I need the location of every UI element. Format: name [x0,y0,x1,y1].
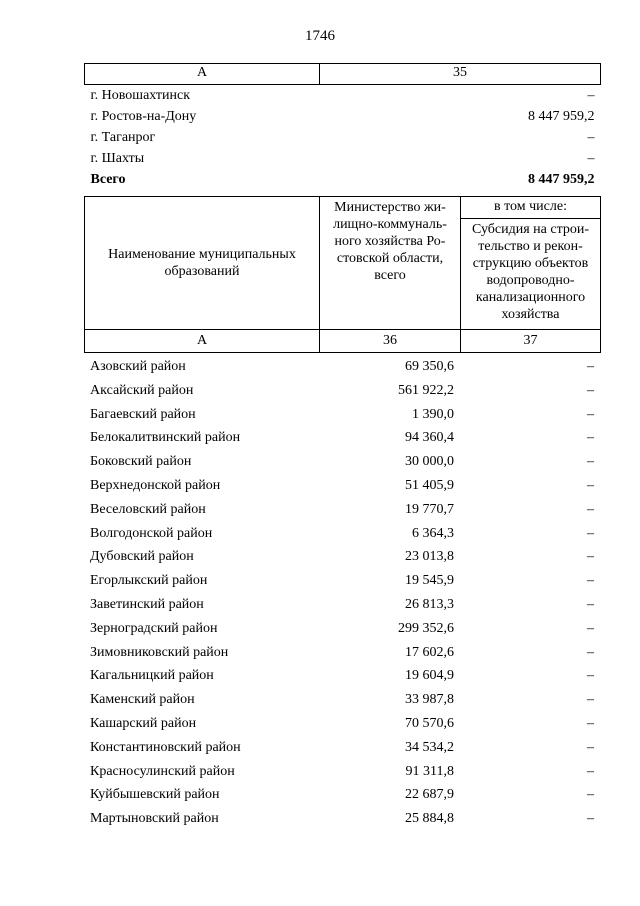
table-row [84,545,600,569]
table-row [84,569,600,593]
subsidy-value: – [587,573,594,589]
ministry-total-value: 19 545,9 [405,573,454,589]
municipality-name: Егорлыкский район [90,573,208,589]
subsidy-value: – [587,596,594,612]
municipality-name: Зерноградский район [90,620,218,636]
municipality-name: Багаевский район [90,406,196,422]
municipality-name: Заветинский район [90,596,204,612]
total-value: 8 447 959,2 [528,172,595,187]
table-row [85,127,601,148]
subsidy-value: – [587,525,594,541]
subsidy-value: – [587,763,594,779]
table-row [84,522,600,546]
table-row [84,664,600,688]
subsidy-value: – [587,359,594,374]
column-code-35: 35 [320,64,601,85]
column-code-a: А [85,330,320,353]
table-row [84,474,600,498]
ministry-total-value: 299 352,6 [398,620,454,636]
ministry-total-value: 22 687,9 [405,787,454,803]
table-row [84,736,600,760]
header-subsidy: Субсидия на строи-тельство и рекон-струкцию объектов водопроводно-канализационного хозяйства [461,219,601,330]
subsidy-value: – [587,454,594,470]
header-municipality-name: Наименование муниципальных образований [85,197,320,330]
subsidy-value: – [587,406,594,422]
table-row [84,783,600,807]
value-35: – [587,130,595,145]
value-35: – [587,151,595,166]
value-35: – [587,88,595,103]
subsidy-value: – [587,644,594,660]
municipality-name: Аксайский район [90,382,194,398]
ministry-total-value: 34 534,2 [405,739,454,755]
data-table-body [84,355,600,831]
table-row [84,379,600,403]
subsidy-value: – [587,715,594,731]
ministry-total-value: 26 813,3 [405,596,454,612]
municipality-name: г. Таганрог [90,130,156,145]
header-including: в том числе: [461,197,601,219]
subsidy-value: – [587,692,594,708]
ministry-total-value: 6 364,3 [412,525,454,541]
ministry-total-value: 1 390,0 [412,406,454,422]
table-row [84,355,600,379]
ministry-total-value: 33 987,8 [405,692,454,708]
ministry-total-value: 23 013,8 [405,549,454,565]
ministry-total-value: 94 360,4 [405,430,454,446]
municipality-name: г. Ростов-на-Дону [90,109,197,124]
municipality-name: Каменский район [90,692,195,708]
ministry-total-value: 70 570,6 [405,715,454,731]
municipality-name: Веселовский район [90,501,206,517]
subsidy-value: – [587,430,594,446]
value-35: 8 447 959,2 [528,109,595,124]
table-row [85,106,601,127]
table-row [85,148,601,169]
header-ministry-total: Министерство жи-лищно-коммуналь-ного хозяйства Ро-стовской области, всего [320,197,461,330]
municipality-name: Боковский район [90,454,192,470]
column-code-37: 37 [461,330,601,353]
municipality-name: Кагальницкий район [90,668,214,684]
subsidy-value: – [587,477,594,493]
ministry-total-value: 51 405,9 [405,477,454,493]
subsidy-value: – [587,787,594,803]
subsidy-value: – [587,501,594,517]
table-row [84,760,600,784]
ministry-total-value: 69 350,6 [405,359,454,374]
ministry-total-value: 561 922,2 [398,382,454,398]
municipality-name: Дубовский район [90,549,194,565]
ministry-total-value: 19 770,7 [405,501,454,517]
municipality-name: г. Шахты [90,151,145,166]
municipality-name: Белокалитвинский район [90,430,241,446]
table-row [84,712,600,736]
municipality-name: Мартыновский район [90,811,219,827]
municipality-name: Кашарский район [90,715,197,731]
ministry-total-value: 25 884,8 [405,811,454,827]
table-row [84,617,600,641]
table-row [84,426,600,450]
total-row [85,169,601,190]
ministry-total-value: 30 000,0 [405,454,454,470]
table-row [84,450,600,474]
column-codes-row [85,330,601,353]
subsidy-value: – [587,739,594,755]
table-header [84,196,601,353]
ministry-total-value: 19 604,9 [405,668,454,684]
municipality-name: Азовский район [90,359,186,374]
table-row [85,85,601,107]
subsidy-value: – [587,620,594,636]
municipality-name: Красносулинский район [90,763,235,779]
column-code-36: 36 [320,330,461,353]
table-row [84,593,600,617]
municipality-name: Зимовниковский район [90,644,229,660]
page-number: 1746 [305,28,335,44]
column-code-a: А [85,64,320,85]
table-row [84,688,600,712]
municipality-name: Волгодонской район [90,525,213,541]
municipality-name: г. Новошахтинск [90,88,191,103]
column-codes-row [85,64,601,85]
subsidy-value: – [587,549,594,565]
subsidy-value: – [587,811,594,827]
table-row [84,641,600,665]
table-row [84,498,600,522]
continuation-table [84,63,601,190]
ministry-total-value: 91 311,8 [405,763,454,779]
municipality-name: Верхнедонской район [90,477,221,493]
subsidy-value: – [587,668,594,684]
table-row [84,807,600,831]
total-label: Всего [90,172,126,187]
municipality-name: Куйбышевский район [90,787,220,803]
subsidy-value: – [587,382,594,398]
municipality-name: Константиновский район [90,739,241,755]
ministry-total-value: 17 602,6 [405,644,454,660]
table-row [84,403,600,427]
